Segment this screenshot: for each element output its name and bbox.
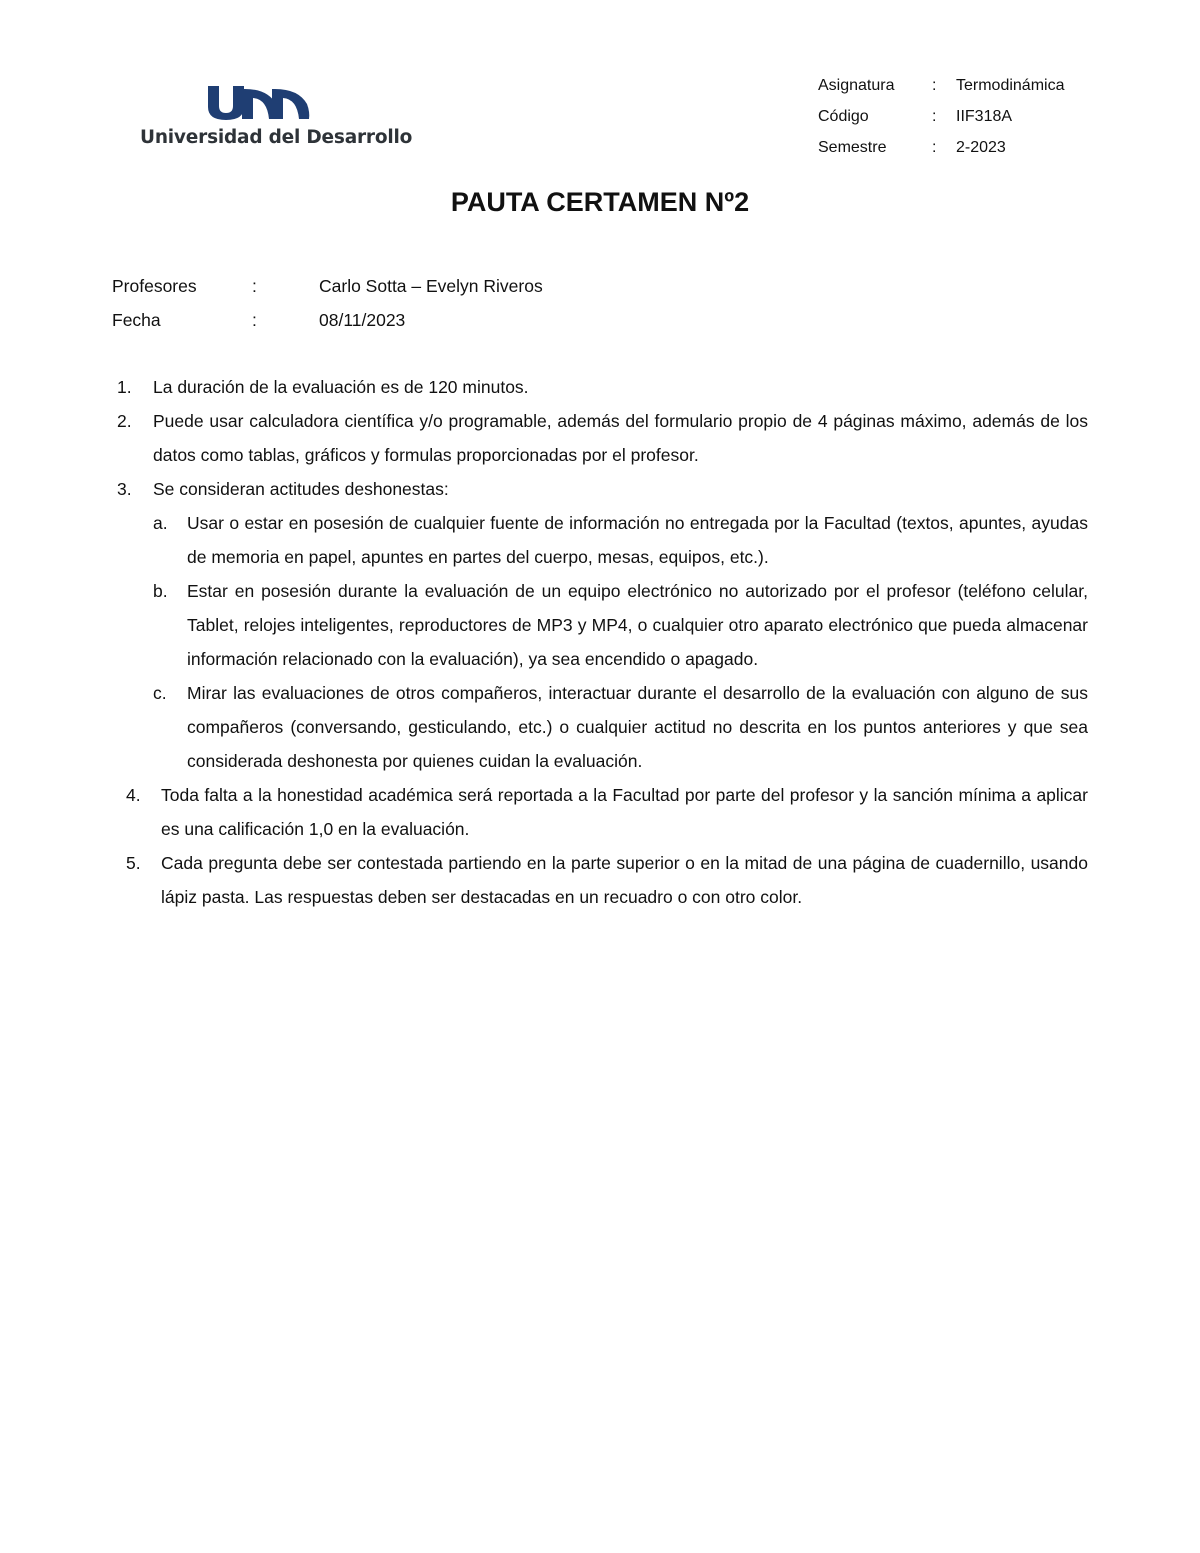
info-separator: : [252,276,257,296]
info-value: 08/11/2023 [319,310,406,330]
info-label: Fecha [112,310,161,330]
item-text: Puede usar calculadora científica y/o programable, además del formulario propio de 4 páginas máximo, además de los datos como tablas, gráficos y formulas proporcionadas por el profesor. [153,411,1088,465]
item-text: La duración de la evaluación es de 120 minutos. [153,377,529,397]
instruction-item [112,370,1088,404]
meta-value: Termodinámica [956,77,1065,94]
item-number: 3. [117,479,132,499]
info-separator: : [252,310,257,330]
instruction-item [112,472,1088,506]
subitem-letter: c. [153,683,167,703]
info-value: Carlo Sotta – Evelyn Riveros [319,276,543,296]
meta-label: Semestre [818,139,887,156]
meta-separator: : [932,77,937,94]
instructions-list [112,370,1088,914]
instruction-subitem [112,574,1088,676]
subitem-text: Mirar las evaluaciones de otros compañeros, interactuar durante el desarrollo de la evaluación con alguno de sus compañeros (conversando, gesticulando, etc.) o cualquier actitud no descrita en los puntos anteriores y que sea considerada deshonesta por quienes cuidan la evaluación. [187,683,1088,771]
meta-separator: : [932,108,937,125]
subitem-letter: a. [153,513,168,533]
document-title: PAUTA CERTAMEN Nº2 [450,187,750,217]
subitem-text: Estar en posesión durante la evaluación de un equipo electrónico no autorizado por el profesor (teléfono celular, Tablet, relojes inteligentes, reproductores de MP3 y MP4, o cualquier otro aparato electrónico que pueda almacenar información relacionado con la evaluación), ya sea encendido o apagado. [187,581,1088,669]
meta-label: Código [818,108,869,125]
item-number: 1. [117,377,132,397]
item-number: 5. [126,853,141,873]
udd-logo-mark [206,82,314,122]
subitem-letter: b. [153,581,168,601]
meta-label: Asignatura [818,77,895,94]
instruction-subitem [112,506,1088,574]
info-label: Profesores [112,276,197,296]
meta-value: 2-2023 [956,139,1006,156]
meta-value: IIF318A [956,108,1013,125]
instruction-item [112,404,1088,472]
item-text: Cada pregunta debe ser contestada partiendo en la parte superior o en la mitad de una página de cuadernillo, usando lápiz pasta. Las respuestas deben ser destacadas en un recuadro o con otro color. [161,853,1088,907]
instruction-item [112,846,1088,914]
item-number: 4. [126,785,141,805]
item-number: 2. [117,411,132,431]
meta-separator: : [932,139,937,156]
udd-logo [138,82,413,154]
instruction-subitem [112,676,1088,778]
instruction-item [112,778,1088,846]
item-text: Se consideran actitudes deshonestas: [153,479,449,499]
subitem-text: Usar o estar en posesión de cualquier fuente de información no entregada por la Facultad (textos, apuntes, ayudas de memoria en papel, apuntes en partes del cuerpo, mesas, equipos, etc.). [187,513,1088,567]
university-name: Universidad del Desarrollo [140,127,413,148]
item-text: Toda falta a la honestidad académica será reportada a la Facultad por parte del profesor y la sanción mínima a aplicar es una calificación 1,0 en la evaluación. [161,785,1088,839]
